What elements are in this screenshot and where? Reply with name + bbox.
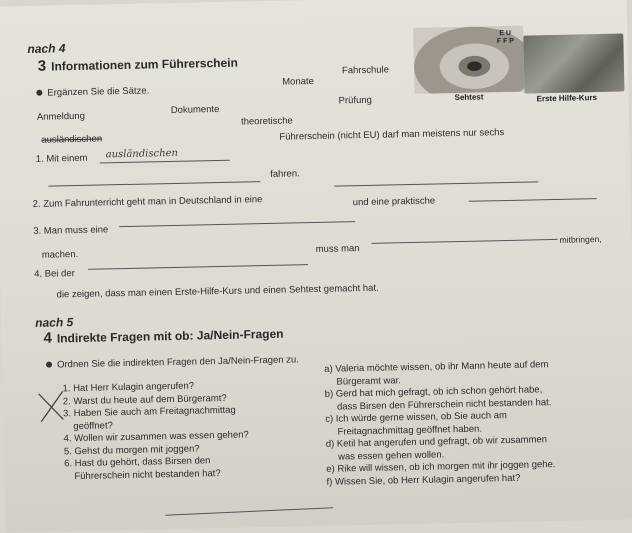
word-theoretische: theoretische: [240, 115, 293, 128]
answer-c: c) Ich würde gerne wissen, ob Sie auch am: [325, 410, 508, 425]
handwritten-match-line: [165, 486, 336, 520]
exercise-3-instruction: Ergänzen Sie die Sätze.: [36, 85, 149, 98]
first-aid-caption: Erste Hilfe-Kurs: [536, 93, 598, 104]
answer-f: f) Wissen Sie, ob Herr Kulagin angerufen hat?: [326, 472, 521, 488]
sentence-4-start: 4. Bei der: [34, 268, 75, 280]
word-auslaendischen-crossed: ausländischen: [41, 133, 103, 146]
word-dokumente: Dokumente: [170, 103, 220, 117]
bullet-a-icon: [36, 90, 42, 96]
word-pruefung: Prüfung: [338, 94, 373, 107]
section-label-nach-4: nach 4: [27, 41, 66, 56]
answer-d: d) Ketil hat angerufen und gefragt, ob wir zusammen: [325, 434, 548, 450]
eye-test-caption: Sehtest: [454, 92, 484, 103]
sentence-1-cont: fahren.: [270, 168, 300, 180]
sentence-4-end: mitbringen,: [559, 234, 602, 245]
exercise-number: 4: [43, 329, 53, 347]
answer-b: b) Gerd hat mich gefragt, ob ich schon gehört habe,: [324, 384, 543, 400]
blank-4b[interactable]: [372, 239, 558, 244]
question-4: 4. Wollen wir zusammen was essen gehen?: [63, 429, 249, 445]
blank-2[interactable]: [334, 181, 538, 186]
word-fahrschule: Fahrschule: [341, 64, 390, 77]
eye-test-photo: [413, 26, 524, 94]
question-3-cont: geöffnet?: [73, 419, 113, 432]
answer-d-cont: was essen gehen wollen.: [337, 448, 445, 463]
first-aid-photo: [523, 34, 624, 94]
sentence-4-mid: muss man: [315, 243, 360, 256]
answer-b-cont: dass Birsen den Führerschein nicht bestanden hat.: [336, 396, 552, 413]
sentence-1-start: 1. Mit einem: [35, 152, 88, 165]
question-1: 1. Hat Herr Kulagin angerufen?: [62, 380, 195, 395]
word-monate: Monate: [282, 76, 315, 88]
answer-1-handwritten: ausländischen: [105, 147, 179, 161]
answer-a-cont: Bürgeramt war.: [336, 374, 402, 388]
questions-list: [62, 379, 249, 483]
sentence-4-cont: die zeigen, dass man einen Erste-Hilfe-Kurs und einen Sehtest gemacht hat.: [56, 282, 379, 301]
answer-a: a) Valeria möchte wissen, ob ihr Mann heute auf dem: [324, 359, 549, 375]
eye-chart-letters: E U F F P: [496, 29, 515, 46]
blank-1b[interactable]: [48, 181, 260, 186]
exercise-3-title: 3 Informationen zum Führerschein: [37, 55, 238, 75]
answer-c-cont: Freitagnachmittag geöffnet haben.: [337, 423, 483, 438]
word-anmeldung: Anmeldung: [36, 110, 86, 123]
sentence-3-start: 3. Man muss eine: [33, 224, 109, 237]
question-3: 3. Haben Sie auch am Freitagnachmittag: [62, 404, 236, 420]
question-5: 5. Gehst du morgen mit joggen?: [63, 442, 200, 457]
question-2: 2. Warst du heute auf dem Bürgeramt?: [62, 392, 227, 407]
bullet-a-icon: [46, 362, 52, 368]
sentence-3-mid: und eine praktische: [352, 195, 436, 209]
exercise-number: 3: [37, 57, 47, 75]
sentence-3-cont: machen.: [41, 248, 79, 261]
question-6: 6. Hast du gehört, dass Birsen den: [64, 455, 211, 470]
blank-3b[interactable]: [469, 198, 597, 202]
answer-e: e) Rike will wissen, ob ich morgen mit ihr joggen gehe.: [326, 459, 556, 475]
exercise-4-instruction: Ordnen Sie die indirekten Fragen den Ja/Nein-Fragen zu.: [46, 354, 299, 370]
section-label-nach-5: nach 5: [35, 315, 74, 330]
sentence-2: 2. Zum Fahrunterricht geht man in Deutschland in eine: [32, 194, 263, 210]
exercise-4-title: 4 Indirekte Fragen mit ob: Ja/Nein-Fragen: [43, 326, 284, 347]
question-6-cont: Führerschein nicht bestanden hat?: [74, 467, 221, 482]
blank-4a[interactable]: [88, 264, 308, 270]
blank-1[interactable]: [100, 160, 230, 164]
answers-list: [324, 359, 556, 489]
blank-3a[interactable]: [119, 221, 355, 227]
sentence-1-end: Führerschein (nicht EU) darf man meistens nur sechs: [279, 127, 505, 143]
handwritten-cross-icon: [37, 389, 68, 424]
